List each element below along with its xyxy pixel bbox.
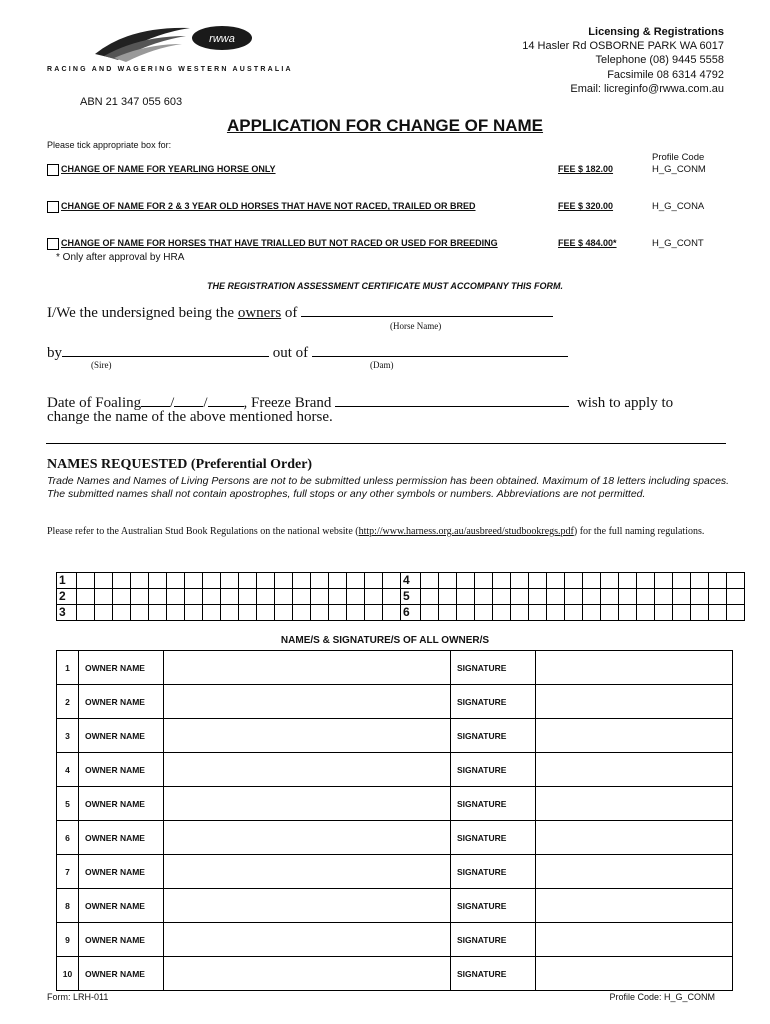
freeze-brand-label: , Freeze Brand — [243, 395, 332, 411]
owners-table — [56, 650, 733, 991]
sire-field[interactable] — [62, 343, 269, 357]
signature-field[interactable] — [536, 923, 733, 957]
letter-box[interactable] — [77, 605, 95, 621]
facsimile: Facsimile 08 6314 4792 — [607, 68, 724, 81]
letter-box[interactable] — [185, 605, 203, 621]
letter-box[interactable] — [131, 589, 149, 605]
signature-field[interactable] — [536, 787, 733, 821]
section-divider — [46, 443, 726, 444]
signature-label: SIGNATURE — [451, 889, 536, 923]
option-label-yearling: CHANGE OF NAME FOR YEARLING HORSE ONLY — [61, 164, 276, 174]
horse-name-field[interactable] — [301, 303, 553, 317]
letter-box[interactable] — [601, 605, 619, 621]
horse-name-caption: (Horse Name) — [390, 321, 442, 331]
letter-box[interactable] — [691, 573, 709, 589]
letter-box[interactable] — [239, 605, 257, 621]
letter-box[interactable] — [365, 605, 383, 621]
letter-box[interactable] — [293, 573, 311, 589]
letter-box[interactable] — [149, 589, 167, 605]
letter-box[interactable] — [475, 573, 493, 589]
letter-box[interactable] — [257, 573, 275, 589]
signature-field[interactable] — [536, 719, 733, 753]
owners-heading: NAME/S & SIGNATURE/S OF ALL OWNER/S — [280, 635, 490, 646]
letter-box[interactable] — [221, 605, 239, 621]
letter-box[interactable] — [365, 573, 383, 589]
owner-name-label: OWNER NAME — [79, 651, 164, 685]
letter-box[interactable] — [601, 573, 619, 589]
letter-box[interactable] — [583, 589, 601, 605]
letter-box[interactable] — [637, 573, 655, 589]
owner-name-field[interactable] — [164, 787, 451, 821]
letter-box[interactable] — [673, 605, 691, 621]
letter-box[interactable] — [383, 589, 401, 605]
letter-box[interactable] — [149, 573, 167, 589]
letter-box[interactable] — [583, 573, 601, 589]
letter-box[interactable] — [727, 589, 745, 605]
letter-box[interactable] — [203, 605, 221, 621]
letter-box[interactable] — [565, 573, 583, 589]
letter-box[interactable] — [275, 589, 293, 605]
owner-row — [57, 719, 733, 753]
regulations-reference — [47, 525, 737, 538]
letter-box[interactable] — [655, 589, 673, 605]
office-address — [522, 25, 724, 96]
profile-code-two-three-year: H_G_CONA — [652, 201, 705, 212]
letter-box[interactable] — [347, 589, 365, 605]
letter-box[interactable] — [383, 605, 401, 621]
option-label-trialled: CHANGE OF NAME FOR HORSES THAT HAVE TRIALLED BUT NOT RACED OR USED FOR BREEDING — [61, 238, 498, 248]
owner-row — [57, 685, 733, 719]
letter-box[interactable] — [77, 589, 95, 605]
name-choice-number: 1 — [57, 573, 77, 589]
letter-box[interactable] — [329, 589, 347, 605]
letter-box[interactable] — [239, 573, 257, 589]
owner-row — [57, 787, 733, 821]
name-choice-number: 6 — [401, 605, 421, 621]
fee-yearling: FEE $ 182.00 — [558, 164, 614, 174]
reference-prefix: Please refer to the Australian Stud Book Regulations on the national website ( — [47, 526, 359, 537]
logo-text: rwwa — [209, 33, 235, 45]
owner-name-field[interactable] — [164, 957, 451, 991]
letter-box[interactable] — [619, 573, 637, 589]
letter-box[interactable] — [275, 573, 293, 589]
declaration-line-4: change the name of the above mentioned horse. — [47, 409, 333, 425]
signature-label: SIGNATURE — [451, 651, 536, 685]
letter-box[interactable] — [655, 573, 673, 589]
names-grid-row — [57, 589, 745, 605]
letter-box[interactable] — [113, 589, 131, 605]
letter-box[interactable] — [493, 573, 511, 589]
letter-box[interactable] — [167, 605, 185, 621]
letter-box[interactable] — [457, 605, 475, 621]
abn: ABN 21 347 055 603 — [80, 96, 183, 108]
trialled-checkbox[interactable] — [47, 238, 59, 250]
declaration-line-3: Date of Foaling / / , Freeze Brand wish to apply to — [47, 395, 674, 411]
owner-name-field[interactable] — [164, 719, 451, 753]
letter-box[interactable] — [673, 573, 691, 589]
email: Email: licreginfo@rwwa.com.au — [570, 82, 724, 95]
letter-box[interactable] — [511, 605, 529, 621]
wish-text: wish to apply to — [576, 395, 674, 411]
names-grid-row — [57, 573, 745, 589]
signature-field[interactable] — [536, 651, 733, 685]
letter-box[interactable] — [347, 573, 365, 589]
letter-box[interactable] — [601, 589, 619, 605]
freeze-brand-field[interactable] — [335, 393, 569, 407]
owner-name-label: OWNER NAME — [79, 753, 164, 787]
owner-name-label: OWNER NAME — [79, 855, 164, 889]
letter-box[interactable] — [311, 573, 329, 589]
letter-box[interactable] — [439, 573, 457, 589]
names-requested-note: Trade Names and Names of Living Persons are not to be submitted unless permission has been obtained. Maximum of 18 letters including spaces. The submitted names shall not contain apostrophes, full stops or any other symbols or numbers. Abbreviations are not permitted. — [47, 475, 730, 500]
signature-field[interactable] — [536, 821, 733, 855]
signature-field[interactable] — [536, 889, 733, 923]
owner-number: 6 — [57, 821, 79, 855]
owner-name-field[interactable] — [164, 889, 451, 923]
signature-label: SIGNATURE — [451, 821, 536, 855]
owner-name-label: OWNER NAME — [79, 787, 164, 821]
letter-box[interactable] — [457, 573, 475, 589]
profile-code-label: Profile Code — [652, 152, 705, 163]
owner-name-label: OWNER NAME — [79, 923, 164, 957]
letter-box[interactable] — [547, 605, 565, 621]
letter-box[interactable] — [673, 589, 691, 605]
letter-box[interactable] — [131, 573, 149, 589]
studbook-regulations-link[interactable]: http://www.harness.org.au/ausbreed/studbookregs.pdf — [358, 526, 574, 537]
letter-box[interactable] — [637, 605, 655, 621]
owner-row — [57, 651, 733, 685]
letter-box[interactable] — [637, 589, 655, 605]
names-grid — [56, 572, 745, 621]
letter-box[interactable] — [583, 605, 601, 621]
owner-number: 5 — [57, 787, 79, 821]
owners-word: owners — [237, 305, 282, 321]
profile-code-header — [652, 152, 706, 175]
option-label-two-three-year: CHANGE OF NAME FOR 2 & 3 YEAR OLD HORSES THAT HAVE NOT RACED, TRAILED OR BRED — [61, 201, 476, 211]
owner-row — [57, 957, 733, 991]
letter-box[interactable] — [383, 573, 401, 589]
letter-box[interactable] — [221, 573, 239, 589]
owner-number: 8 — [57, 889, 79, 923]
letter-box[interactable] — [95, 573, 113, 589]
names-grid-row — [57, 605, 745, 621]
letter-box[interactable] — [727, 605, 745, 621]
address-line: Licensing & Registrations — [588, 26, 724, 38]
owner-number: 7 — [57, 855, 79, 889]
owner-name-field[interactable] — [164, 753, 451, 787]
letter-box[interactable] — [421, 573, 439, 589]
telephone: Telephone (08) 9445 5558 — [595, 54, 724, 67]
name-choice-number: 5 — [401, 589, 421, 605]
name-choice-number: 4 — [401, 573, 421, 589]
declaration-line-2 — [47, 343, 568, 362]
signature-field[interactable] — [536, 957, 733, 991]
letter-box[interactable] — [149, 605, 167, 621]
owner-number: 3 — [57, 719, 79, 753]
letter-box[interactable] — [77, 573, 95, 589]
logo-tagline: RACING AND WAGERING WESTERN AUSTRALIA — [47, 66, 293, 73]
letter-box[interactable] — [655, 605, 673, 621]
letter-box[interactable] — [365, 589, 383, 605]
letter-box[interactable] — [709, 605, 727, 621]
letter-box[interactable] — [565, 605, 583, 621]
letter-box[interactable] — [457, 589, 475, 605]
letter-box[interactable] — [619, 605, 637, 621]
letter-box[interactable] — [131, 605, 149, 621]
owner-number: 1 — [57, 651, 79, 685]
foaling-year-field[interactable] — [208, 393, 244, 407]
owner-name-label: OWNER NAME — [79, 957, 164, 991]
footer-profile-code: Profile Code: H_G_CONM — [609, 992, 715, 1002]
letter-box[interactable] — [475, 605, 493, 621]
letter-box[interactable] — [619, 589, 637, 605]
names-requested-heading: NAMES REQUESTED (Preferential Order) — [47, 457, 313, 472]
signature-field[interactable] — [536, 753, 733, 787]
letter-box[interactable] — [95, 589, 113, 605]
letter-box[interactable] — [529, 589, 547, 605]
letter-box[interactable] — [95, 605, 113, 621]
declaration-line-1 — [47, 303, 553, 322]
owner-name-field[interactable] — [164, 855, 451, 889]
letter-box[interactable] — [113, 573, 131, 589]
letter-box[interactable] — [257, 589, 275, 605]
letter-box[interactable] — [547, 589, 565, 605]
letter-box[interactable] — [709, 589, 727, 605]
signature-field[interactable] — [536, 685, 733, 719]
sire-caption: (Sire) — [91, 360, 112, 370]
dam-caption: (Dam) — [370, 360, 394, 370]
signature-label: SIGNATURE — [451, 719, 536, 753]
signature-field[interactable] — [536, 855, 733, 889]
letter-box[interactable] — [529, 605, 547, 621]
letter-box[interactable] — [421, 605, 439, 621]
letter-box[interactable] — [257, 605, 275, 621]
signature-label: SIGNATURE — [451, 685, 536, 719]
owner-number: 10 — [57, 957, 79, 991]
signature-label: SIGNATURE — [451, 787, 536, 821]
letter-box[interactable] — [691, 589, 709, 605]
owner-name-field[interactable] — [164, 923, 451, 957]
letter-box[interactable] — [475, 589, 493, 605]
letter-box[interactable] — [203, 589, 221, 605]
letter-box[interactable] — [709, 573, 727, 589]
signature-label: SIGNATURE — [451, 753, 536, 787]
form-number: Form: LRH-011 — [47, 992, 109, 1002]
owner-row — [57, 923, 733, 957]
letter-box[interactable] — [691, 605, 709, 621]
letter-box[interactable] — [511, 573, 529, 589]
yearling-checkbox[interactable] — [47, 164, 59, 176]
owner-number: 9 — [57, 923, 79, 957]
signature-label: SIGNATURE — [451, 957, 536, 991]
owner-row — [57, 821, 733, 855]
letter-box[interactable] — [167, 589, 185, 605]
signature-label: SIGNATURE — [451, 855, 536, 889]
profile-code-trialled: H_G_CONT — [652, 238, 704, 249]
fee-trialled: FEE $ 484.00* — [558, 238, 617, 248]
letter-box[interactable] — [565, 589, 583, 605]
letter-box[interactable] — [221, 589, 239, 605]
letter-box[interactable] — [421, 589, 439, 605]
letter-box[interactable] — [439, 589, 457, 605]
owner-name-label: OWNER NAME — [79, 821, 164, 855]
tick-instruction: Please tick appropriate box for: — [47, 140, 172, 150]
letter-box[interactable] — [529, 573, 547, 589]
letter-box[interactable] — [511, 589, 529, 605]
owner-number: 4 — [57, 753, 79, 787]
letter-box[interactable] — [113, 605, 131, 621]
address-line: 14 Hasler Rd OSBORNE PARK WA 6017 — [522, 40, 724, 53]
dam-field[interactable] — [312, 343, 568, 357]
owner-name-field[interactable] — [164, 821, 451, 855]
letter-box[interactable] — [311, 605, 329, 621]
foaling-label: Date of Foaling — [47, 395, 142, 411]
hra-note: * Only after approval by HRA — [56, 252, 185, 263]
owner-name-label: OWNER NAME — [79, 889, 164, 923]
letter-box[interactable] — [293, 605, 311, 621]
letter-box[interactable] — [547, 573, 565, 589]
letter-box[interactable] — [293, 589, 311, 605]
letter-box[interactable] — [439, 605, 457, 621]
owner-name-label: OWNER NAME — [79, 685, 164, 719]
letter-box[interactable] — [329, 573, 347, 589]
letter-box[interactable] — [347, 605, 365, 621]
letter-box[interactable] — [493, 605, 511, 621]
letter-box[interactable] — [239, 589, 257, 605]
foaling-day-field[interactable] — [141, 393, 170, 407]
two-three-year-checkbox[interactable] — [47, 201, 59, 213]
owner-row — [57, 855, 733, 889]
owner-name-field[interactable] — [164, 651, 451, 685]
reference-suffix: ) for the full naming regulations. — [573, 526, 705, 537]
letter-box[interactable] — [311, 589, 329, 605]
fee-two-three-year: FEE $ 320.00 — [558, 201, 614, 211]
letter-box[interactable] — [203, 573, 221, 589]
foaling-month-field[interactable] — [174, 393, 203, 407]
page-title: APPLICATION FOR CHANGE OF NAME — [226, 116, 544, 135]
letter-box[interactable] — [185, 573, 203, 589]
signature-label: SIGNATURE — [451, 923, 536, 957]
owner-name-label: OWNER NAME — [79, 719, 164, 753]
letter-box[interactable] — [493, 589, 511, 605]
owner-number: 2 — [57, 685, 79, 719]
owner-name-field[interactable] — [164, 685, 451, 719]
letter-box[interactable] — [727, 573, 745, 589]
owner-row — [57, 753, 733, 787]
name-choice-number: 2 — [57, 589, 77, 605]
letter-box[interactable] — [185, 589, 203, 605]
letter-box[interactable] — [167, 573, 185, 589]
letter-box[interactable] — [329, 605, 347, 621]
by-word: by — [47, 345, 62, 361]
of-word: of — [284, 305, 298, 321]
out-of-word: out of — [272, 345, 309, 361]
name-choice-number: 3 — [57, 605, 77, 621]
owner-row — [57, 889, 733, 923]
certificate-note: THE REGISTRATION ASSESSMENT CERTIFICATE MUST ACCOMPANY THIS FORM. — [206, 281, 563, 291]
letter-box[interactable] — [275, 605, 293, 621]
profile-code-value: H_G_CONM — [652, 163, 706, 175]
declaration-prefix: I/We the undersigned being the — [47, 305, 235, 321]
